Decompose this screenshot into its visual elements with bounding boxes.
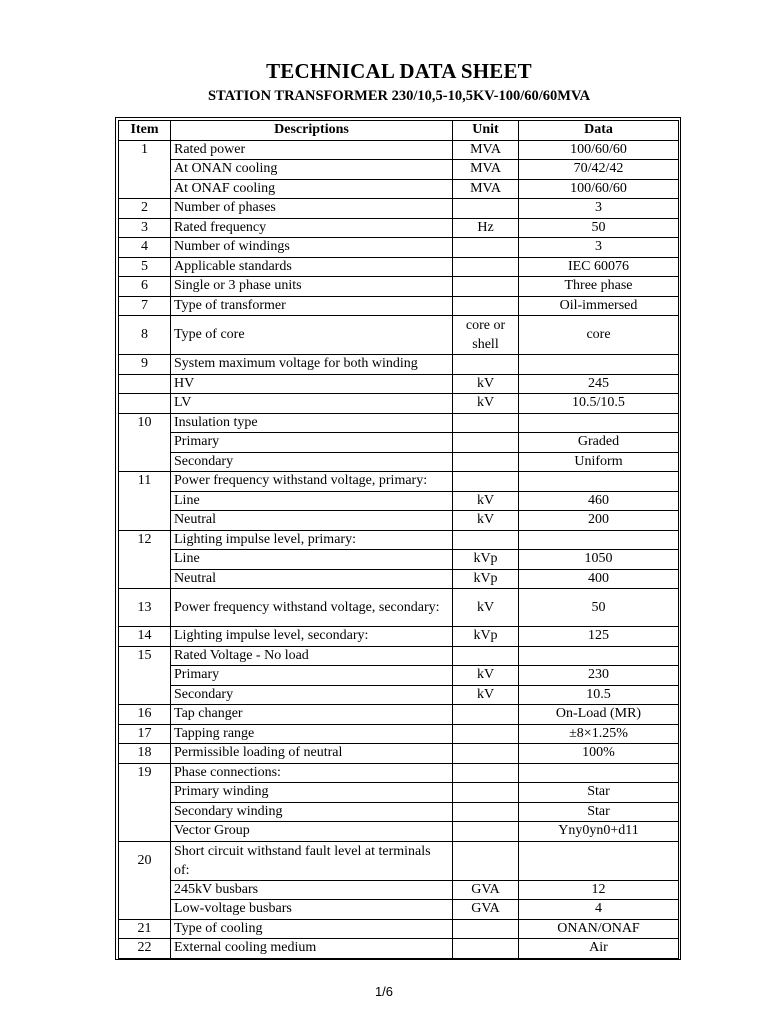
- data-cell: 230: [519, 666, 679, 686]
- data-cell: IEC 60076: [519, 257, 679, 277]
- data-cell: 200: [519, 511, 679, 531]
- description-cell: Lighting impulse level, secondary:: [171, 627, 453, 647]
- unit-cell: [453, 199, 519, 219]
- item-number: 17: [119, 724, 171, 744]
- unit-cell: [453, 355, 519, 375]
- table-row: [119, 238, 679, 258]
- data-cell: Graded: [519, 433, 679, 453]
- data-cell: Yny0yn0+d11: [519, 822, 679, 842]
- data-cell: Oil-immersed: [519, 296, 679, 316]
- data-cell: [519, 413, 679, 433]
- data-cell: 4: [519, 900, 679, 920]
- table-body: [119, 140, 679, 958]
- unit-cell: kVp: [453, 627, 519, 647]
- unit-cell: [453, 763, 519, 783]
- description-cell: Secondary winding: [171, 802, 453, 822]
- unit-cell: [453, 296, 519, 316]
- table-row: [119, 511, 679, 531]
- description-cell: Type of cooling: [171, 919, 453, 939]
- unit-cell: [453, 277, 519, 297]
- table-row: [119, 822, 679, 842]
- table-row: [119, 589, 679, 627]
- description-cell: External cooling medium: [171, 939, 453, 959]
- table-row: [119, 491, 679, 511]
- item-number: 4: [119, 238, 171, 258]
- description-cell: Primary: [171, 666, 453, 686]
- description-cell: Short circuit withstand fault level at terminals of:: [171, 841, 453, 880]
- unit-cell: kVp: [453, 569, 519, 589]
- table-row: [119, 744, 679, 764]
- description-cell: Neutral: [171, 569, 453, 589]
- description-cell: Lighting impulse level, primary:: [171, 530, 453, 550]
- table-row: [119, 705, 679, 725]
- data-cell: Uniform: [519, 452, 679, 472]
- description-cell: 245kV busbars: [171, 880, 453, 900]
- data-cell: Three phase: [519, 277, 679, 297]
- description-cell: Power frequency withstand voltage, primary:: [171, 472, 453, 492]
- page-number: 1/6: [374, 984, 394, 999]
- data-cell: 245: [519, 374, 679, 394]
- description-cell: Power frequency withstand voltage, secondary:: [171, 589, 453, 627]
- table-row: [119, 569, 679, 589]
- description-cell: Low-voltage busbars: [171, 900, 453, 920]
- table-row: [119, 627, 679, 647]
- unit-cell: [453, 530, 519, 550]
- item-number: 14: [119, 627, 171, 647]
- data-cell: 3: [519, 199, 679, 219]
- unit-cell: core or shell: [453, 316, 519, 355]
- unit-cell: kV: [453, 666, 519, 686]
- table-row: [119, 841, 679, 880]
- table-row: [119, 140, 679, 160]
- table-row: [119, 900, 679, 920]
- description-cell: Secondary: [171, 452, 453, 472]
- item-number: 6: [119, 277, 171, 297]
- table-row: [119, 919, 679, 939]
- data-cell: 50: [519, 589, 679, 627]
- data-cell: [519, 472, 679, 492]
- data-cell: 12: [519, 880, 679, 900]
- description-cell: Applicable standards: [171, 257, 453, 277]
- unit-cell: GVA: [453, 880, 519, 900]
- unit-cell: kVp: [453, 550, 519, 570]
- description-cell: Primary winding: [171, 783, 453, 803]
- table-row: [119, 685, 679, 705]
- item-number: 8: [119, 316, 171, 355]
- data-cell: 400: [519, 569, 679, 589]
- data-cell: 10.5: [519, 685, 679, 705]
- description-cell: HV: [171, 374, 453, 394]
- table-row: [119, 472, 679, 492]
- header-descriptions: Descriptions: [171, 121, 453, 141]
- item-number: 21: [119, 919, 171, 939]
- item-number: 12: [119, 530, 171, 589]
- unit-cell: [453, 802, 519, 822]
- table-row: [119, 316, 679, 355]
- header-unit: Unit: [453, 121, 519, 141]
- unit-cell: [453, 257, 519, 277]
- unit-cell: [453, 724, 519, 744]
- description-cell: Type of transformer: [171, 296, 453, 316]
- unit-cell: kV: [453, 491, 519, 511]
- unit-cell: MVA: [453, 160, 519, 180]
- table-row: [119, 296, 679, 316]
- item-number: 15: [119, 646, 171, 705]
- table-row: [119, 179, 679, 199]
- table-row: [119, 802, 679, 822]
- item-number: 22: [119, 939, 171, 959]
- unit-cell: kV: [453, 374, 519, 394]
- unit-cell: [453, 452, 519, 472]
- item-number: 7: [119, 296, 171, 316]
- table-row: [119, 550, 679, 570]
- table-row: [119, 394, 679, 414]
- table-row: [119, 939, 679, 959]
- description-cell: Permissible loading of neutral: [171, 744, 453, 764]
- unit-cell: [453, 783, 519, 803]
- description-cell: Primary: [171, 433, 453, 453]
- data-cell: 100%: [519, 744, 679, 764]
- data-cell: [519, 841, 679, 880]
- table-row: [119, 433, 679, 453]
- description-cell: Number of windings: [171, 238, 453, 258]
- data-cell: 3: [519, 238, 679, 258]
- item-number: 11: [119, 472, 171, 531]
- unit-cell: MVA: [453, 179, 519, 199]
- data-cell: [519, 763, 679, 783]
- data-cell: 1050: [519, 550, 679, 570]
- data-cell: On-Load (MR): [519, 705, 679, 725]
- data-cell: ONAN/ONAF: [519, 919, 679, 939]
- description-cell: Single or 3 phase units: [171, 277, 453, 297]
- description-cell: LV: [171, 394, 453, 414]
- data-cell: Air: [519, 939, 679, 959]
- unit-cell: [453, 238, 519, 258]
- description-cell: Rated frequency: [171, 218, 453, 238]
- table-row: [119, 724, 679, 744]
- unit-cell: [453, 646, 519, 666]
- item-number: 16: [119, 705, 171, 725]
- item-number: 20: [119, 841, 171, 919]
- description-cell: System maximum voltage for both winding: [171, 355, 453, 375]
- data-cell: [519, 355, 679, 375]
- unit-cell: Hz: [453, 218, 519, 238]
- unit-cell: [453, 705, 519, 725]
- item-number: 9: [119, 355, 171, 375]
- item-number: 13: [119, 589, 171, 627]
- data-cell: 10.5/10.5: [519, 394, 679, 414]
- description-cell: At ONAF cooling: [171, 179, 453, 199]
- header-item: Item: [119, 121, 171, 141]
- item-number: 3: [119, 218, 171, 238]
- unit-cell: kV: [453, 511, 519, 531]
- data-cell: 100/60/60: [519, 140, 679, 160]
- description-cell: Phase connections:: [171, 763, 453, 783]
- document-subtitle: STATION TRANSFORMER 230/10,5-10,5KV-100/60/60MVA: [207, 88, 591, 104]
- description-cell: Number of phases: [171, 199, 453, 219]
- data-cell: 100/60/60: [519, 179, 679, 199]
- table-row: [119, 880, 679, 900]
- description-cell: Vector Group: [171, 822, 453, 842]
- unit-cell: [453, 919, 519, 939]
- data-sheet-frame: [115, 117, 681, 960]
- description-cell: Rated Voltage - No load: [171, 646, 453, 666]
- table-row: [119, 452, 679, 472]
- description-cell: At ONAN cooling: [171, 160, 453, 180]
- data-cell: 125: [519, 627, 679, 647]
- item-number: 5: [119, 257, 171, 277]
- data-cell: 50: [519, 218, 679, 238]
- unit-cell: [453, 433, 519, 453]
- unit-cell: [453, 822, 519, 842]
- item-number: 19: [119, 763, 171, 841]
- item-number: 18: [119, 744, 171, 764]
- unit-cell: [453, 939, 519, 959]
- description-cell: Rated power: [171, 140, 453, 160]
- data-cell: [519, 530, 679, 550]
- description-cell: Line: [171, 550, 453, 570]
- table-row: [119, 763, 679, 783]
- item-number: [119, 374, 171, 394]
- data-cell: Star: [519, 783, 679, 803]
- unit-cell: [453, 472, 519, 492]
- description-cell: Tap changer: [171, 705, 453, 725]
- description-cell: Secondary: [171, 685, 453, 705]
- data-cell: [519, 646, 679, 666]
- table-row: [119, 199, 679, 219]
- table-header-row: [119, 121, 679, 141]
- table-row: [119, 374, 679, 394]
- table-row: [119, 530, 679, 550]
- table-row: [119, 355, 679, 375]
- data-cell: Star: [519, 802, 679, 822]
- document-title: TECHNICAL DATA SHEET: [266, 59, 532, 83]
- unit-cell: [453, 413, 519, 433]
- unit-cell: [453, 744, 519, 764]
- table-row: [119, 666, 679, 686]
- item-number: 1: [119, 140, 171, 199]
- unit-cell: [453, 841, 519, 880]
- data-cell: 70/42/42: [519, 160, 679, 180]
- data-cell: ±8×1.25%: [519, 724, 679, 744]
- description-cell: Line: [171, 491, 453, 511]
- unit-cell: MVA: [453, 140, 519, 160]
- item-number: 10: [119, 413, 171, 472]
- unit-cell: kV: [453, 685, 519, 705]
- description-cell: Tapping range: [171, 724, 453, 744]
- unit-cell: kV: [453, 589, 519, 627]
- data-cell: 460: [519, 491, 679, 511]
- table-row: [119, 160, 679, 180]
- unit-cell: kV: [453, 394, 519, 414]
- table-row: [119, 257, 679, 277]
- technical-data-table: [118, 120, 679, 959]
- description-cell: Type of core: [171, 316, 453, 355]
- table-row: [119, 277, 679, 297]
- data-cell: core: [519, 316, 679, 355]
- table-row: [119, 646, 679, 666]
- description-cell: Insulation type: [171, 413, 453, 433]
- item-number: [119, 394, 171, 414]
- header-data: Data: [519, 121, 679, 141]
- table-row: [119, 218, 679, 238]
- table-row: [119, 413, 679, 433]
- table-row: [119, 783, 679, 803]
- unit-cell: GVA: [453, 900, 519, 920]
- description-cell: Neutral: [171, 511, 453, 531]
- item-number: 2: [119, 199, 171, 219]
